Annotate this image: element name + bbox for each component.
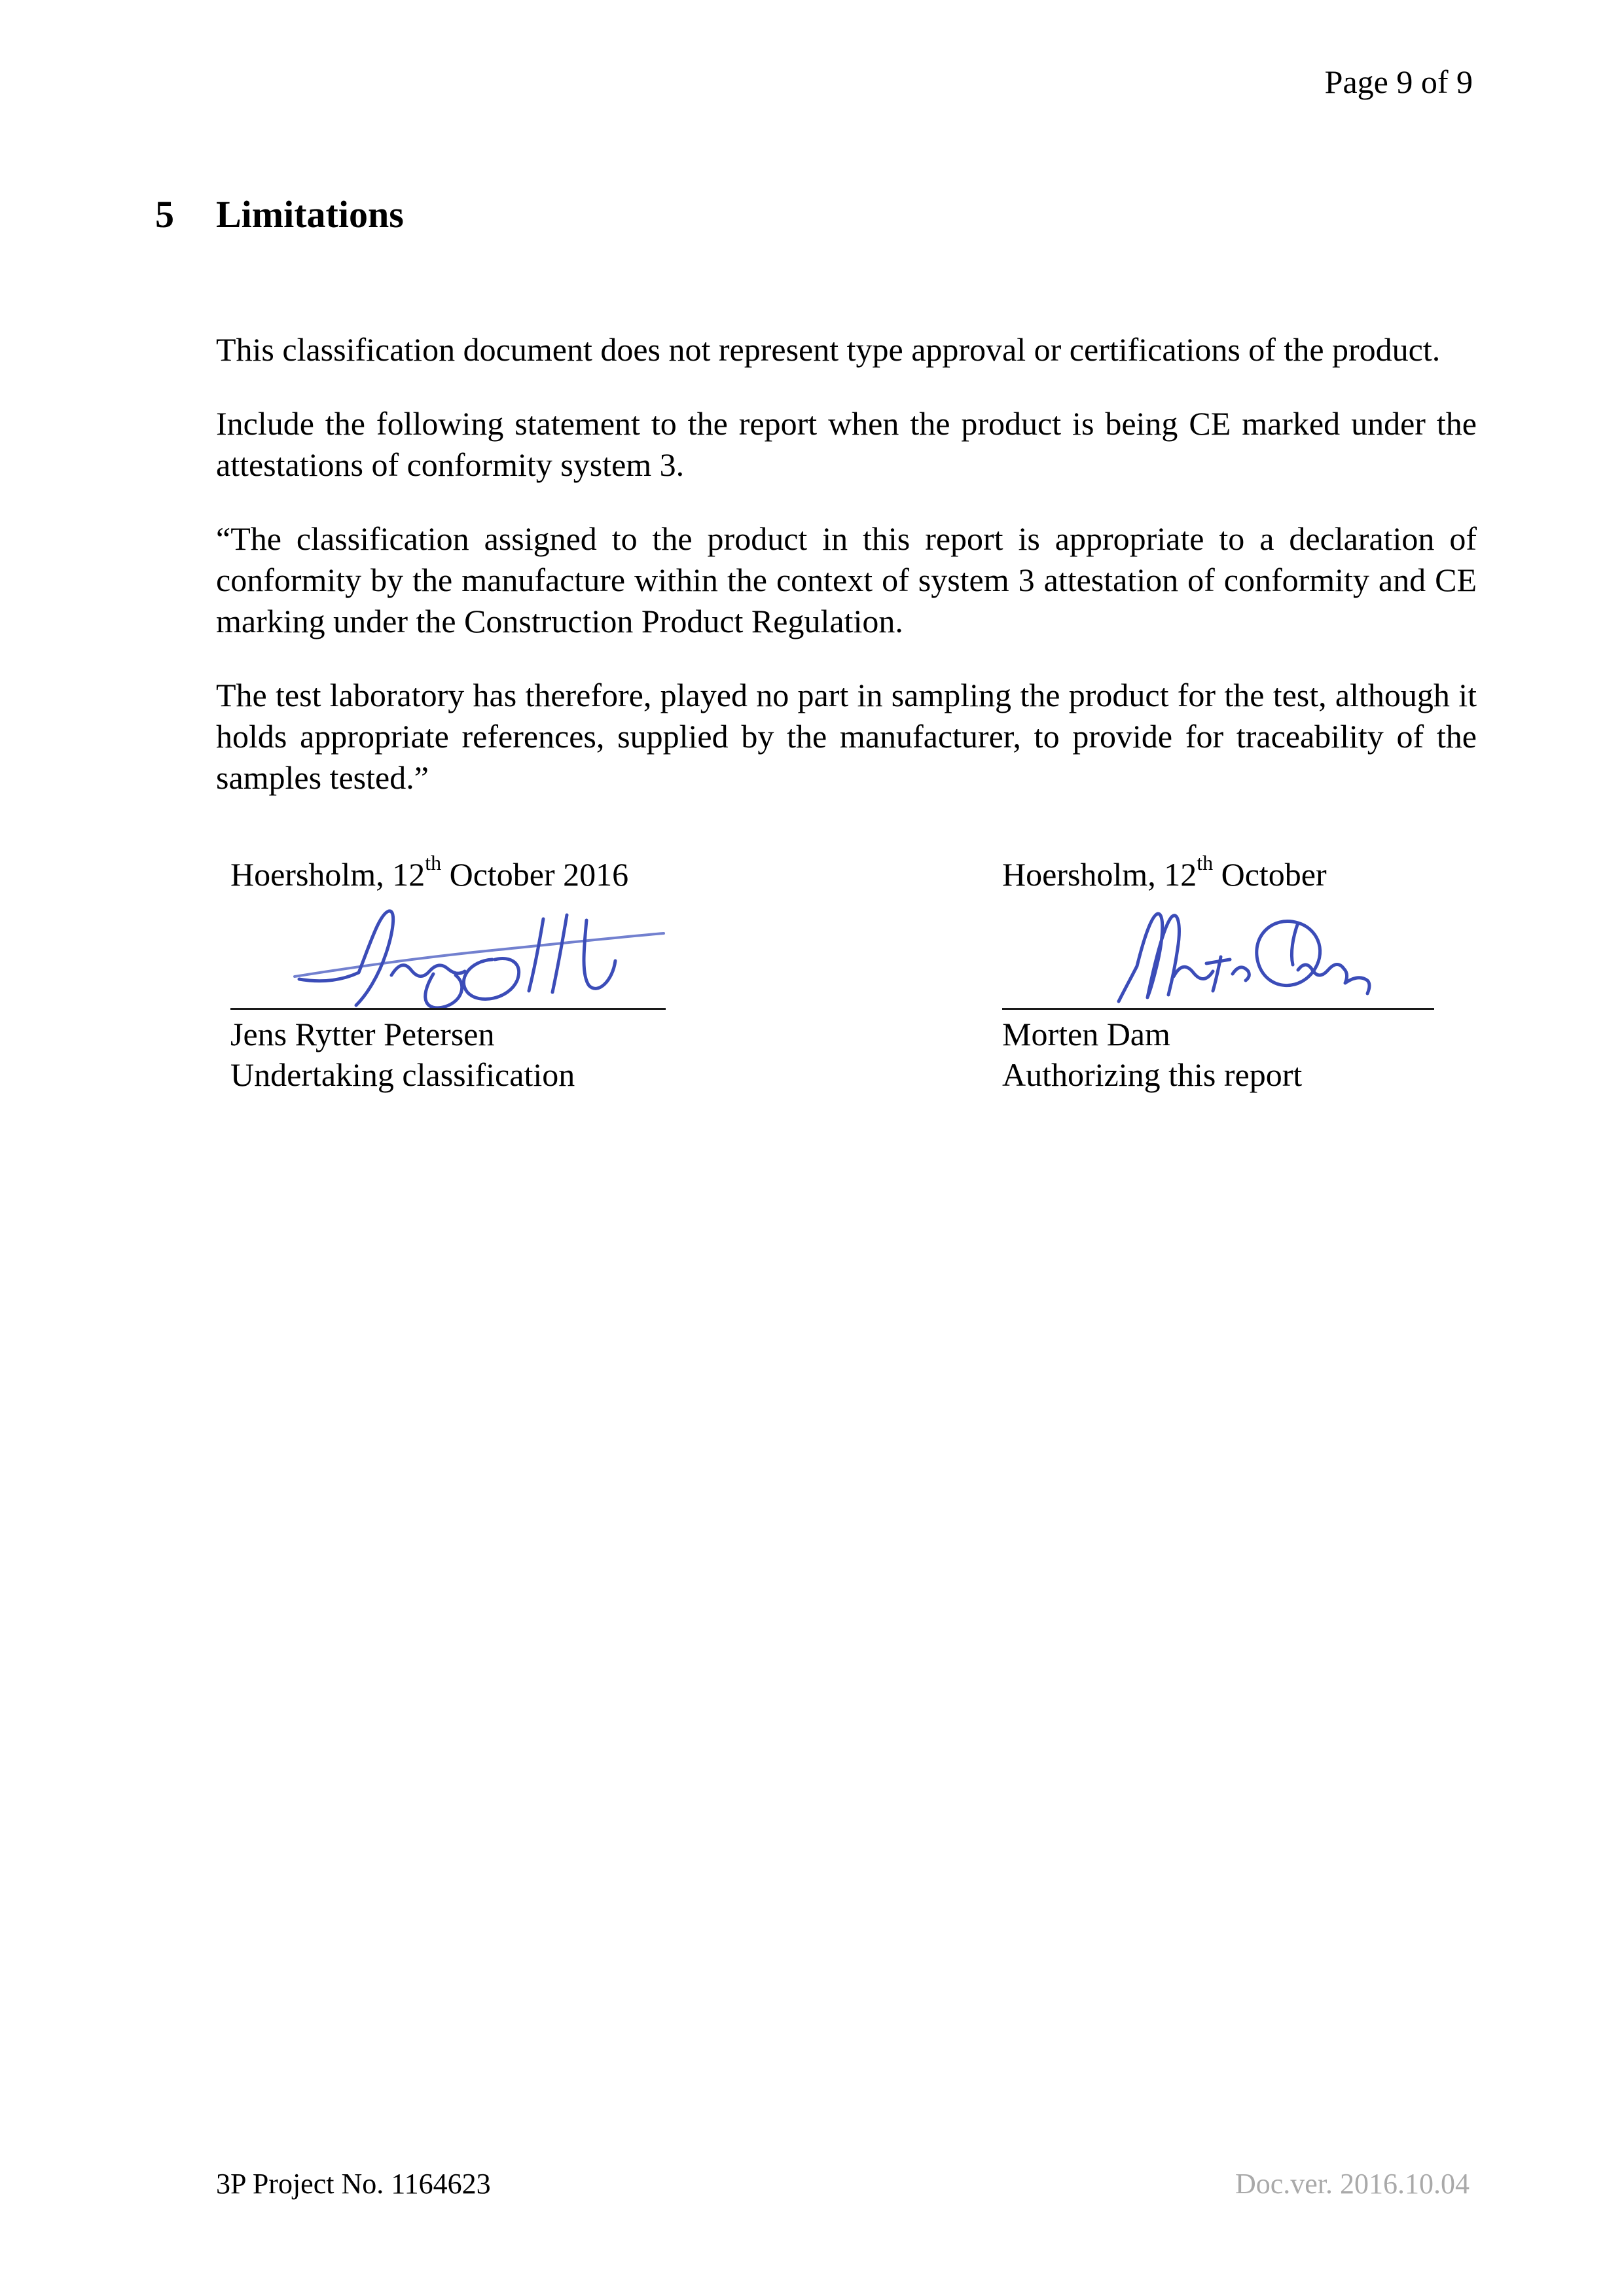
signature-section bbox=[230, 851, 1435, 1095]
page-number: Page 9 of 9 bbox=[1324, 63, 1473, 100]
signature-line bbox=[1002, 1008, 1434, 1010]
paragraph: This classification document does not represent type approval or certifications of the product. bbox=[216, 331, 1441, 368]
paragraph: The test laboratory has therefore, played no part in sampling the product for the test, although it holds appropriate references, supplied by the manufacturer, to provide for traceability of the samples tested.” bbox=[216, 677, 1477, 796]
section-title: Limitations bbox=[216, 193, 404, 236]
signature-morten-image bbox=[1002, 897, 1435, 1008]
signer-role: Undertaking classification bbox=[230, 1056, 575, 1093]
signer-role: Authorizing this report bbox=[1002, 1056, 1303, 1093]
section-heading bbox=[155, 194, 404, 236]
footer-project-number: 3P Project No. 1164623 bbox=[216, 2168, 491, 2200]
signature-line bbox=[230, 1008, 666, 1010]
signature-block-right bbox=[1002, 851, 1435, 1095]
signer-name: Jens Rytter Petersen bbox=[230, 1016, 495, 1052]
footer-doc-version: Doc.ver. 2016.10.04 bbox=[1235, 2168, 1470, 2200]
date-superscript: th bbox=[425, 851, 442, 874]
paragraph: “The classification assigned to the product in this report is appropriate to a declaration of conformity by the manufacture within the context of system 3 attestation of conformity and CE marking under the Construction Product Regulation. bbox=[216, 520, 1477, 639]
signature-date-left: Hoersholm, 12th October 2016 bbox=[230, 851, 629, 893]
signature-jens-image bbox=[230, 897, 676, 1008]
signer-name: Morten Dam bbox=[1002, 1016, 1170, 1052]
body-text bbox=[216, 329, 1477, 831]
paragraph: Include the following statement to the report when the product is being CE marked under the attestations of conformity system 3. bbox=[216, 405, 1477, 483]
page-footer bbox=[216, 2168, 1470, 2200]
section-number: 5 bbox=[155, 193, 174, 236]
signature-date-right: Hoersholm, 12th October bbox=[1002, 851, 1327, 893]
date-superscript: th bbox=[1197, 851, 1214, 874]
signature-block-left bbox=[230, 851, 676, 1095]
